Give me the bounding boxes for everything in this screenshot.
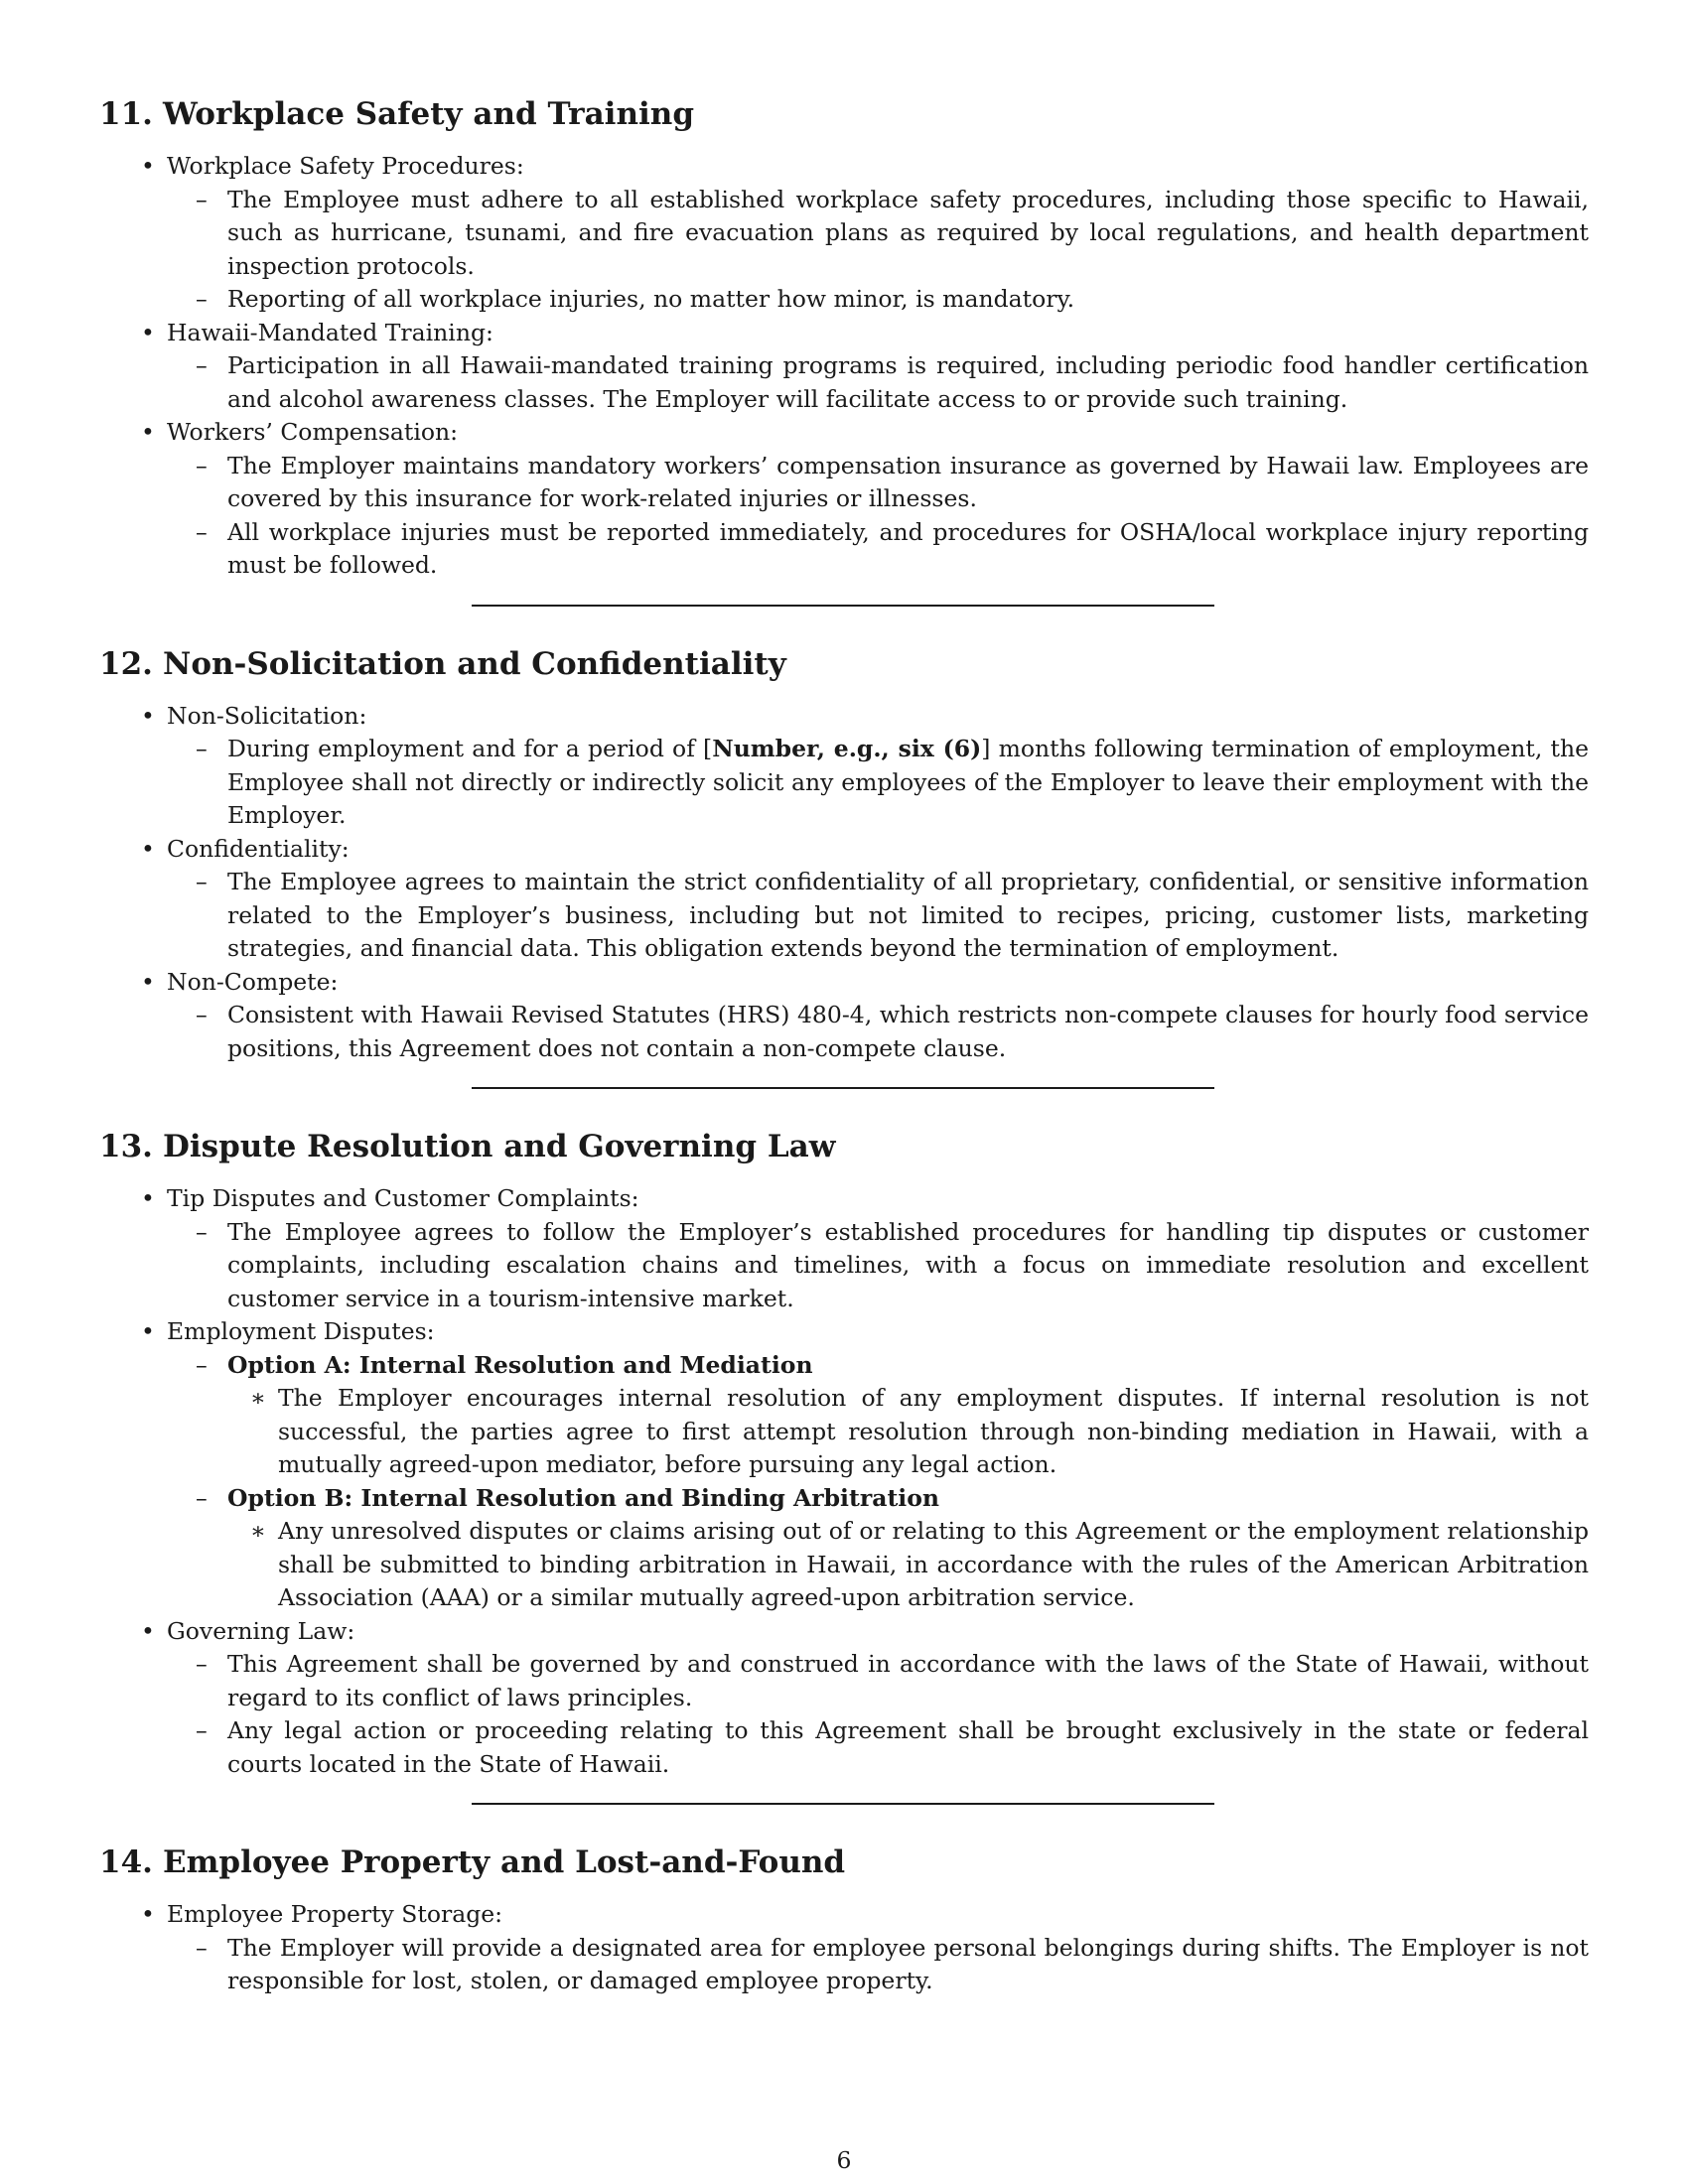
sub-item: – Consistent with Hawaii Revised Statutes (HRS) 480-4, which restricts non-compete clauses for hourly food service positions, this Agreement does not contain a non-compete clause. (227, 999, 1589, 1065)
section-title (99, 94, 1589, 134)
list-item (167, 1615, 1589, 1782)
section-divider (472, 1803, 1214, 1805)
item-label: Tip Disputes and Customer Complaints: (167, 1184, 639, 1212)
placeholder-number: Number, e.g., six (6) (712, 735, 982, 762)
item-label: Workplace Safety Procedures: (167, 152, 524, 180)
item-label: Hawaii-Mandated Training: (167, 318, 493, 346)
sub-item: – The Employee agrees to follow the Employer’s established procedures for handling tip disputes or customer complaints, including escalation chains and timelines, with a focus on immediate resolution and excellent customer service in a tourism-intensive market. (227, 1216, 1589, 1316)
sub-item: – Reporting of all workplace injuries, no matter how minor, is mandatory. (227, 283, 1589, 317)
section-number: 11. (99, 96, 153, 132)
list-item (167, 317, 1589, 417)
list-item (167, 416, 1589, 583)
list-item (167, 1898, 1589, 1998)
section-number: 12. (99, 645, 153, 682)
option-title: Option B: Internal Resolution and Binding Arbitration (227, 1483, 939, 1512)
section-heading: Employee Property and Lost-and-Found (163, 1844, 846, 1880)
section-number: 14. (99, 1844, 153, 1880)
sub-item: – This Agreement shall be governed by and construed in accordance with the laws of the State of Hawaii, without regard to its conflict of laws principles. (227, 1648, 1589, 1714)
item-label: Non-Compete: (167, 967, 339, 996)
sub-item (227, 1482, 1589, 1615)
sub-item: – The Employee agrees to maintain the strict confidentiality of all proprietary, confidential, or sensitive information related to the Employer’s business, including but not limited to recipes, pricing, customer lists, marketing strategies, and financial data. This obligation extends beyond the termination of employment. (227, 866, 1589, 966)
item-label: Non-Solicitation: (167, 701, 367, 730)
sub-item: – Participation in all Hawaii-mandated training programs is required, including periodic food handler certification and alcohol awareness classes. The Employer will facilitate access to or provide such training. (227, 349, 1589, 416)
item-label: Confidentiality: (167, 834, 350, 863)
section-14 (99, 1843, 1589, 1998)
section-number: 13. (99, 1129, 153, 1164)
sub-item: – Any legal action or proceeding relating to this Agreement shall be brought exclusively in the state or federal courts located in the State of Hawaii. (227, 1714, 1589, 1781)
option-text: ∗ Any unresolved disputes or claims arising out of or relating to this Agreement or the employment relationship shall be submitted to binding arbitration in Hawaii, in accordance with the rules of the American Arbitration Association (AAA) or a similar mutually agreed-upon arbitration service. (278, 1515, 1589, 1615)
section-heading: Workplace Safety and Training (163, 96, 694, 132)
section-13 (99, 1127, 1589, 1781)
section-12 (99, 644, 1589, 1066)
list-item (167, 833, 1589, 966)
list-item (167, 1182, 1589, 1315)
sub-item: – The Employer will provide a designated area for employee personal belongings during shifts. The Employer is not responsible for lost, stolen, or damaged employee property. (227, 1932, 1589, 1998)
section-11 (99, 94, 1589, 583)
list-item (167, 150, 1589, 317)
sub-item-text: During employment and for a period of [ (227, 735, 713, 762)
item-label: Employment Disputes: (167, 1317, 435, 1345)
item-label: Employee Property Storage: (167, 1900, 503, 1928)
item-label: Workers’ Compensation: (167, 418, 459, 446)
option-title: Option A: Internal Resolution and Mediation (227, 1350, 813, 1379)
list-item (167, 1315, 1589, 1615)
option-text: ∗ The Employer encourages internal resolution of any employment disputes. If internal resolution is not successful, the parties agree to first attempt resolution through non-binding mediation in Hawaii, with a mutually agreed-upon mediator, before pursuing any legal action. (278, 1382, 1589, 1482)
item-label: Governing Law: (167, 1616, 355, 1645)
sub-item: – All workplace injuries must be reported immediately, and procedures for OSHA/local workplace injury reporting must be followed. (227, 516, 1589, 583)
sub-item: – The Employer maintains mandatory workers’ compensation insurance as governed by Hawaii law. Employees are covered by this insurance for work-related injuries or illnesses. (227, 450, 1589, 516)
sub-item (227, 1349, 1589, 1482)
section-heading: Dispute Resolution and Governing Law (163, 1129, 836, 1164)
sub-item: – The Employee must adhere to all established workplace safety procedures, including those specific to Hawaii, such as hurricane, tsunami, and fire evacuation plans as required by local regulations, and health department inspection protocols. (227, 184, 1589, 284)
section-title (99, 644, 1589, 684)
sub-item (227, 733, 1589, 833)
page-number: 6 (836, 2146, 852, 2174)
section-title (99, 1127, 1589, 1166)
document-page (99, 94, 1589, 1998)
list-item (167, 700, 1589, 833)
section-divider (472, 605, 1214, 607)
list-item (167, 966, 1589, 1066)
section-heading: Non-Solicitation and Confidentiality (163, 645, 786, 682)
section-divider (472, 1087, 1214, 1089)
sub-item-text: ] months following termination of employment, the Employee shall not directly or indirectly solicit any employees of the Employer to leave their employment with the Employer. (227, 735, 1589, 829)
section-title (99, 1843, 1589, 1882)
